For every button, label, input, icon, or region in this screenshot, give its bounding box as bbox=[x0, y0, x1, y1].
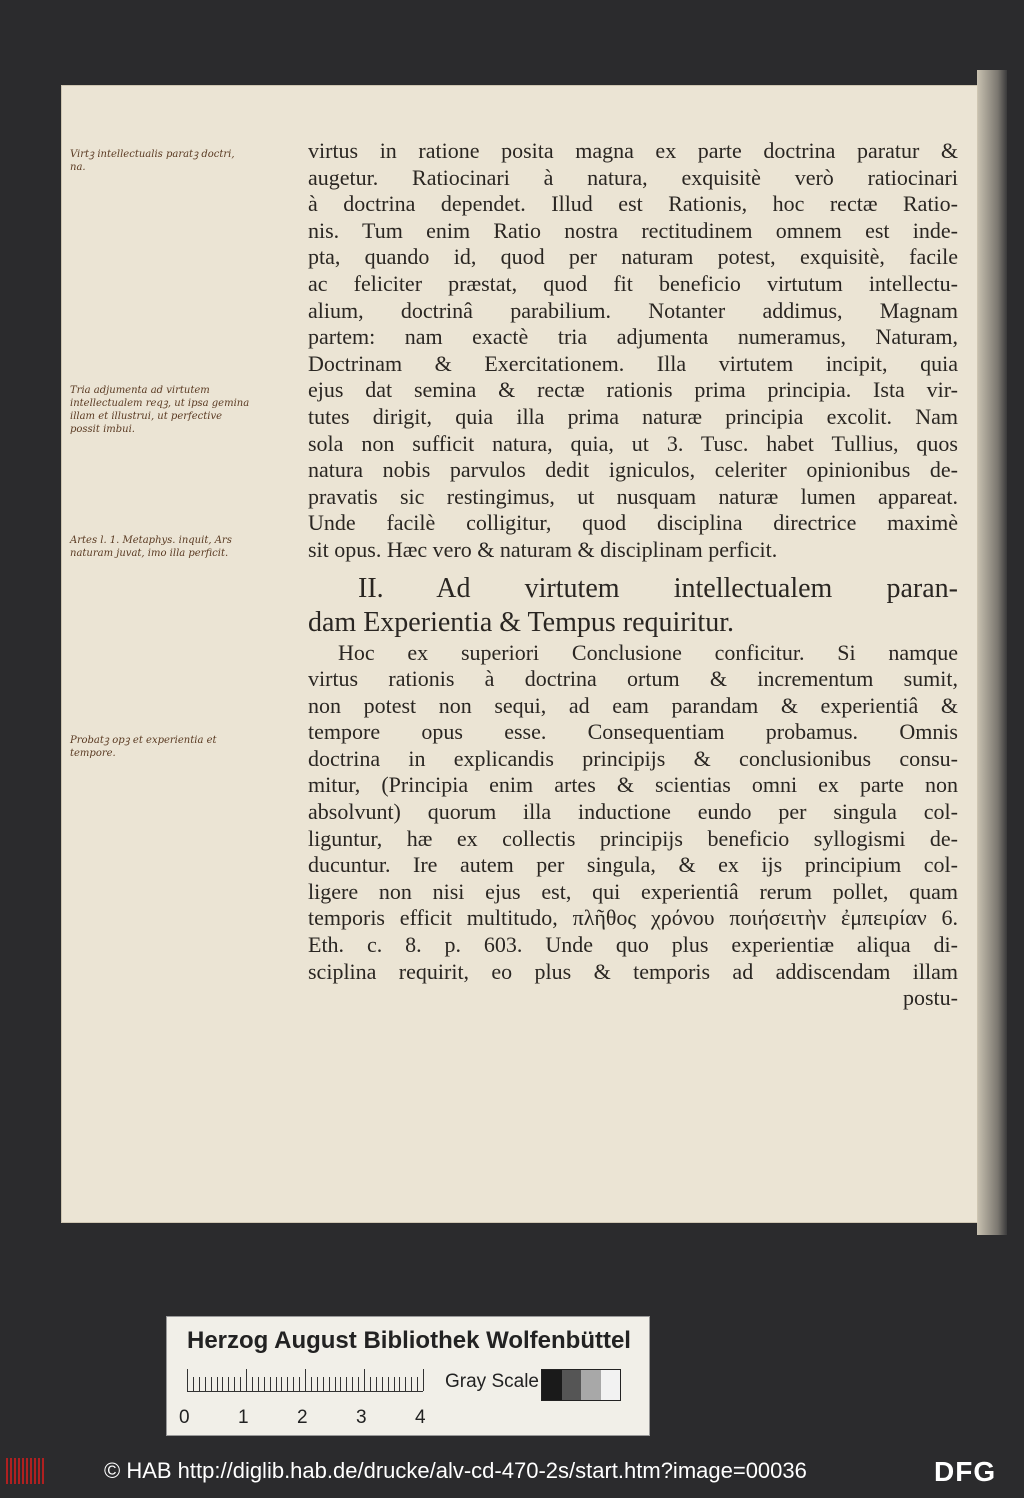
margin-note-line: Tria adjumenta ad virtutem bbox=[70, 385, 210, 396]
ruler-number: 0 bbox=[179, 1407, 190, 1428]
ruler-tick bbox=[270, 1377, 271, 1391]
ruler-tick bbox=[205, 1377, 206, 1391]
text-line: temporis efficit multitudo, πλῆθος χρόνου ποιήσειτὴν ἐμπειρίαν 6. bbox=[308, 905, 958, 931]
ruler-tick bbox=[340, 1377, 341, 1391]
text-line: augetur. Ratiocinari à natura, exquisitè verò ratiocinari bbox=[308, 164, 958, 190]
text-line: à doctrina dependet. Illud est Rationis, hoc rectæ Ratio- bbox=[308, 191, 958, 217]
text-line: sit opus. Hæc vero & naturam & disciplinam perficit. bbox=[308, 536, 778, 562]
text-line: nis. Tum enim Ratio nostra rectitudinem omnem est inde- bbox=[308, 217, 958, 243]
section-heading: II. Ad virtutem intellectualem paran- bbox=[358, 572, 958, 604]
ruler-tick bbox=[329, 1377, 330, 1391]
text-line: Doctrinam & Exercitationem. Illa virtutem incipit, quia bbox=[308, 350, 958, 376]
ruler-tick bbox=[370, 1377, 371, 1391]
copyright-link[interactable]: © HAB http://diglib.hab.de/drucke/alv-cd-470-2s/start.htm?image=00036 bbox=[104, 1458, 807, 1483]
margin-note-line: tempore. bbox=[70, 748, 116, 759]
ruler-number: 2 bbox=[297, 1407, 308, 1428]
ruler-tick bbox=[211, 1377, 212, 1391]
text-line: absolvunt) quorum illa inductione eundo per singula col- bbox=[308, 799, 958, 825]
margin-note-line: illam et illustrui, ut perfective bbox=[70, 411, 223, 422]
ruler-tick bbox=[276, 1377, 277, 1391]
dfg-logo: DFG bbox=[934, 1456, 997, 1487]
ruler-number: 3 bbox=[356, 1407, 367, 1428]
ruler-tick bbox=[281, 1377, 282, 1391]
margin-note-1 bbox=[70, 148, 302, 174]
text-line: virtus in ratione posita magna ex parte doctrina paratur & bbox=[308, 138, 958, 163]
ruler-tick bbox=[335, 1377, 336, 1391]
margin-note-line: Artes l. 1. Metaphys. inquit, Ars bbox=[70, 535, 232, 546]
scale-ruler bbox=[187, 1365, 423, 1405]
ruler-tick bbox=[405, 1377, 406, 1391]
ruler-tick bbox=[287, 1377, 288, 1391]
ruler-tick bbox=[258, 1377, 259, 1391]
gray-swatch bbox=[601, 1370, 621, 1400]
ruler-tick bbox=[388, 1377, 389, 1391]
hab-barcode-icon bbox=[6, 1458, 48, 1484]
text-line: ligere non nisi ejus est, qui experientiâ rerum pollet, quam bbox=[308, 878, 958, 904]
library-name: Herzog August Bibliothek Wolfenbüttel bbox=[187, 1327, 631, 1354]
ruler-tick bbox=[293, 1377, 294, 1391]
ruler-tick bbox=[240, 1377, 241, 1391]
ruler-tick bbox=[358, 1377, 359, 1391]
page-edge bbox=[977, 70, 1007, 1235]
text-line: Unde facilè colligitur, quod disciplina directrice maximè bbox=[308, 510, 958, 536]
text-line: non potest non sequi, ad eam parandam & experientiâ & bbox=[308, 692, 958, 718]
gray-scale-label: Gray Scale bbox=[445, 1371, 539, 1392]
margin-note-line: possit imbui. bbox=[70, 424, 135, 435]
ruler-tick bbox=[376, 1377, 377, 1391]
ruler-tick bbox=[317, 1377, 318, 1391]
ruler-tick bbox=[246, 1369, 247, 1391]
ruler-tick bbox=[423, 1369, 424, 1391]
body-text bbox=[308, 138, 958, 1012]
ruler-tick bbox=[222, 1377, 223, 1391]
ruler-tick bbox=[411, 1377, 412, 1391]
text-line: ejus dat semina & rectæ rationis prima principia. Ista vir- bbox=[308, 377, 958, 403]
ruler-tick bbox=[399, 1377, 400, 1391]
text-line: alium, doctrinâ parabilium. Notanter addimus, Magnam bbox=[308, 297, 958, 323]
text-line: ducuntur. Ire autem per singula, & ex ijs principium col- bbox=[308, 852, 958, 878]
ruler-tick bbox=[364, 1369, 365, 1391]
margin-note-4 bbox=[70, 734, 302, 760]
text-line: Eth. c. 8. p. 603. Unde quo plus experientiæ aliqua di- bbox=[308, 932, 958, 958]
text-line: partem: nam exactè tria adjumenta numeramus, Naturam, bbox=[308, 324, 958, 350]
ruler-number: 1 bbox=[238, 1407, 249, 1428]
text-line: sciplina requirit, eo plus & temporis ad addiscendam illam bbox=[308, 958, 958, 984]
gray-swatch bbox=[581, 1370, 601, 1400]
text-line: tutes dirigit, quia illa prima naturæ principia excolit. Nam bbox=[308, 403, 958, 429]
text-line: pravatis sic restingimus, ut nusquam naturæ lumen appareat. bbox=[308, 483, 958, 509]
gray-swatch bbox=[542, 1370, 562, 1400]
gray-scale-swatches bbox=[541, 1369, 621, 1401]
ruler-tick bbox=[228, 1377, 229, 1391]
text-line: virtus rationis à doctrina ortum & incrementum sumit, bbox=[308, 666, 958, 692]
ruler-tick bbox=[311, 1377, 312, 1391]
ruler-numbers bbox=[179, 1407, 439, 1429]
catchword: postu- bbox=[903, 985, 958, 1011]
ruler-tick bbox=[199, 1377, 200, 1391]
section-heading: dam Experientia & Tempus requiritur. bbox=[308, 606, 734, 638]
ruler-tick bbox=[234, 1377, 235, 1391]
footer-bar bbox=[0, 1446, 1024, 1498]
margin-note-2 bbox=[70, 384, 302, 436]
ruler-tick bbox=[323, 1377, 324, 1391]
ruler-tick bbox=[217, 1377, 218, 1391]
text-line: mitur, (Principia enim artes & scientias omni ex parte non bbox=[308, 772, 958, 798]
ruler-tick bbox=[299, 1377, 300, 1391]
margin-note-line: intellectualem reqꝫ, ut ipsa gemina bbox=[70, 398, 250, 409]
margin-note-line: Probatꝫ opꝫ et experientia et bbox=[70, 735, 217, 746]
ruler-tick bbox=[264, 1377, 265, 1391]
ruler-tick bbox=[187, 1369, 188, 1391]
margin-note-3 bbox=[70, 534, 302, 560]
document-page bbox=[62, 86, 977, 1222]
library-label-card bbox=[166, 1316, 650, 1436]
ruler-tick bbox=[417, 1377, 418, 1391]
margin-note-line: na. bbox=[70, 162, 86, 173]
text-line: sola non sufficit natura, quia, ut 3. Tusc. habet Tullius, quos bbox=[308, 430, 958, 456]
text-line: natura nobis parvulos dedit igniculos, celeriter opinionibus de- bbox=[308, 457, 958, 483]
margin-note-line: Virtꝫ intellectualis paratꝫ doctri, bbox=[70, 149, 235, 160]
text-line: pta, quando id, quod per naturam potest, exquisitè, facile bbox=[308, 244, 958, 270]
ruler-tick bbox=[193, 1377, 194, 1391]
ruler-tick bbox=[252, 1377, 253, 1391]
text-line: tempore opus esse. Consequentiam probamus. Omnis bbox=[308, 719, 958, 745]
ruler-tick bbox=[305, 1369, 306, 1391]
margin-note-line: naturam juvat, imo illa perficit. bbox=[70, 548, 229, 559]
text-line: Hoc ex superiori Conclusione conficitur. Si namque bbox=[338, 639, 958, 665]
text-line: liguntur, hæ ex collectis principijs beneficio syllogismi de- bbox=[308, 825, 958, 851]
ruler-tick bbox=[394, 1377, 395, 1391]
ruler-tick bbox=[346, 1377, 347, 1391]
ruler-tick bbox=[352, 1377, 353, 1391]
text-line: doctrina in explicandis principijs & conclusionibus consu- bbox=[308, 745, 958, 771]
text-line: ac feliciter præstat, quod fit beneficio virtutum intellectu- bbox=[308, 270, 958, 296]
ruler-number: 4 bbox=[415, 1407, 426, 1428]
ruler-tick bbox=[382, 1377, 383, 1391]
gray-swatch bbox=[562, 1370, 582, 1400]
